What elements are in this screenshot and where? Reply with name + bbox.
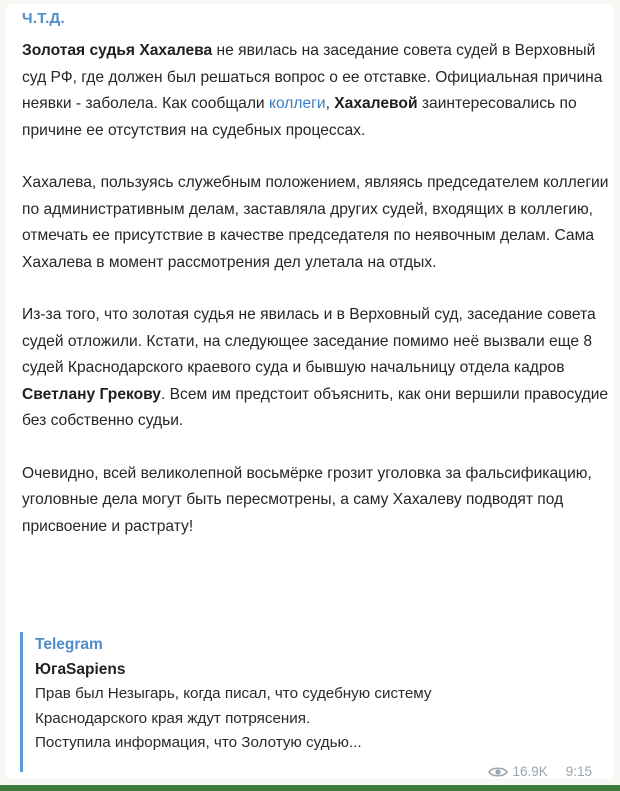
message-text — [22, 38, 612, 566]
paragraph-2: Хахалева, пользуясь служебным положением, являясь председателем коллегии по административным делам, заставляла других судей, входящих в коллегию, отмечать ее присутствие в качестве председателя по неявочным делам. Сама Хахалева в момент рассмотрения дел улетала на отдых. — [22, 174, 609, 271]
message-time: 9:15 — [565, 764, 592, 779]
colleagues-link[interactable]: коллеги — [268, 95, 326, 112]
text-span: заинтересовались по причине ее отсутствия на судебных процессах. — [22, 95, 577, 139]
views-count: 16.9K — [512, 764, 548, 779]
text-span: не явилась на заседание совета судей в Верховный суд РФ, где должен был решаться вопрос о ее отставке. Официальная причина неявки - заболела. Как сообщали — [22, 42, 603, 112]
bold-name-2: Хахалевой — [334, 95, 418, 112]
link-preview[interactable] — [20, 632, 600, 772]
preview-line-1: Прав был Незыгарь, когда писал, что судебную систему Краснодарского края ждут потрясения. — [35, 685, 432, 727]
bottom-bar — [0, 785, 620, 791]
text-span: , — [325, 95, 335, 112]
text-span: . Всем им предстоит объяснить, как они вершили правосудие без собственно судьи. — [22, 385, 609, 429]
channel-name[interactable]: Ч.Т.Д. — [22, 10, 65, 27]
preview-title: ЮгаSapiens — [35, 661, 126, 678]
preview-text — [35, 682, 505, 756]
paragraph-3 — [22, 302, 612, 435]
preview-line-2: Поступила информация, что Золотую судью... — [35, 734, 362, 751]
message-bubble — [6, 4, 614, 779]
preview-source: Telegram — [35, 636, 103, 653]
eye-icon — [488, 766, 508, 778]
paragraph-1 — [22, 38, 612, 144]
message-meta — [488, 764, 592, 779]
bold-name-3: Светлану Грекову — [22, 385, 161, 403]
bold-name-1: Золотая судья Хахалева — [22, 42, 213, 59]
paragraph-4: Очевидно, всей великолепной восьмёрке грозит уголовка за фальсификацию, уголовные дела могут быть пересмотрены, а саму Хахалеву подводят под присвоение и растрату! — [22, 464, 592, 535]
text-span: Из-за того, что золотая судья не явилась и в Верховный суд, заседание совета судей отложили. Кстати, на следующее заседание помимо неё вызвали еще 8 судей Краснодарского краевого суда и бывшую начальницу отдела кадров — [22, 306, 596, 376]
